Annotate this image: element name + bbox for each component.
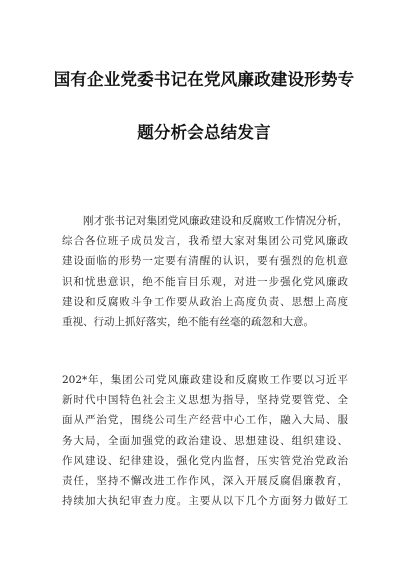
paragraph-2-line: 面从严治党，围绕公司生产经营中心工作，融入大局、服 xyxy=(62,414,348,427)
paragraph-2-line: 持续加大执纪审查力度。主要从以下几个方面努力做好工 xyxy=(62,495,348,508)
paragraph-1-line: 刚才张书记对集团党风廉政建设和反腐败工作情况分析， xyxy=(83,215,348,227)
paragraph-1-line: 建设和反腐败斗争工作要从政治上高度负责、思想上高度 xyxy=(62,295,348,308)
paragraph-1-line: 综合各位班子成员发言，我希望大家对集团公司党风廉政 xyxy=(62,235,348,248)
paragraph-2-line: 作风建设、纪律建设，强化党内监督，压实管党治党政治 xyxy=(62,454,348,467)
paragraph-2 xyxy=(62,370,348,511)
paragraph-2-line: 202*年，集团公司党风廉政建设和反腐败工作要以习近平 xyxy=(62,374,348,386)
paragraph-1 xyxy=(62,211,348,332)
document-title-line-2: 题分析会总结发言 xyxy=(137,123,271,142)
paragraph-1-line: 重视、行动上抓好落实，绝不能有丝毫的疏忽和大意。 xyxy=(62,316,314,329)
paragraph-1-line: 建设面临的形势一定要有清醒的认识，要有强烈的危机意 xyxy=(62,255,348,268)
paragraph-1-line: 识和忧患意识，绝不能盲目乐观，对进一步强化党风廉政 xyxy=(62,275,348,288)
paragraph-2-line: 新时代中国特色社会主义思想为指导，坚持党要管党、全 xyxy=(62,394,348,407)
paragraph-2-line: 务大局，全面加强党的政治建设、思想建设、组织建设、 xyxy=(62,434,348,447)
paragraph-2-line: 责任，坚持不懈改进工作作风，深入开展反腐倡廉教育， xyxy=(62,475,348,488)
document-title-line-1: 国有企业党委书记在党风廉政建设形势专 xyxy=(53,70,355,89)
